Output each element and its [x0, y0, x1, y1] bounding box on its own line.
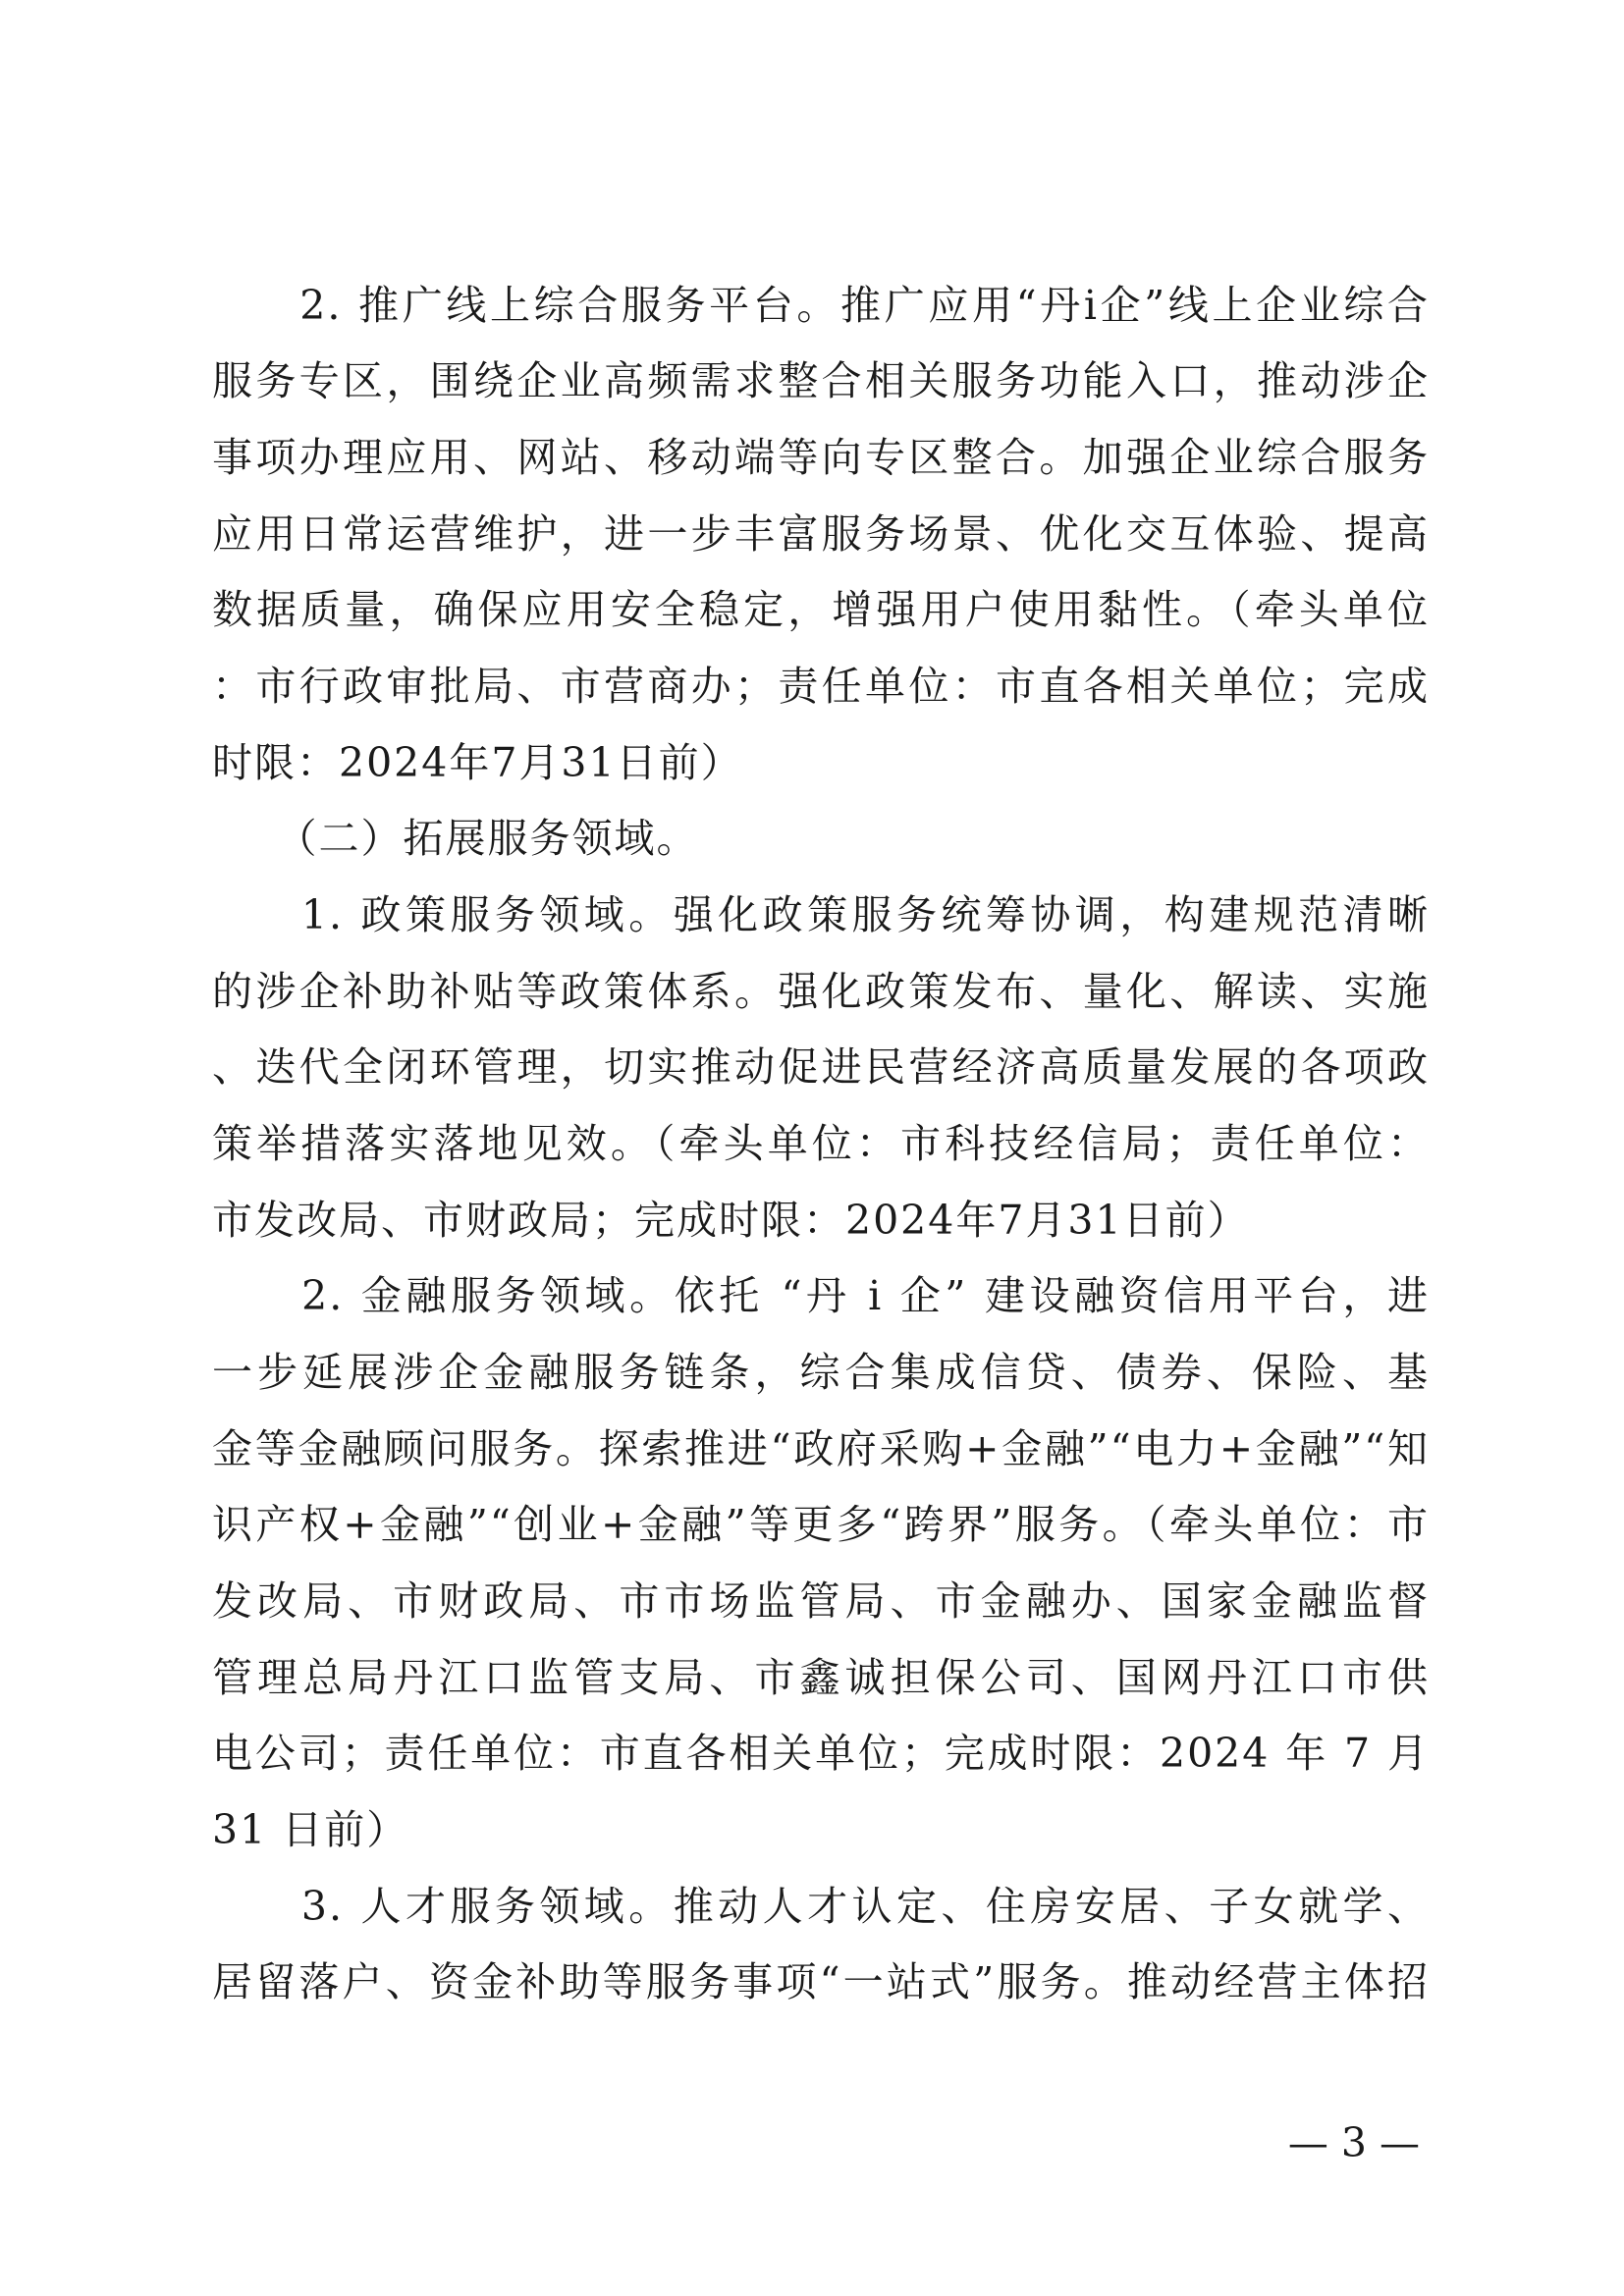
- text-line: 时限：2024年7月31日前）: [212, 739, 743, 786]
- text-line: 2. 推广线上综合服务平台。推广应用“丹i企”线上企业综合: [212, 282, 1430, 329]
- text-line: 2. 金融服务领域。依托 “丹 i 企” 建设融资信用平台，进: [212, 1272, 1430, 1319]
- page-number: — 3 —: [1287, 2119, 1420, 2166]
- text-line: 一步延展涉企金融服务链条，综合集成信贷、债券、保险、基: [212, 1349, 1430, 1396]
- text-line: 31 日前）: [212, 1806, 409, 1853]
- text-line: 、迭代全闭环管理，切实推动促进民营经济高质量发展的各项政: [212, 1043, 1430, 1091]
- text-line: 管理总局丹江口监管支局、市鑫诚担保公司、国网丹江口市供: [212, 1654, 1430, 1701]
- text-line: ：市行政审批局、市营商办；责任单位：市直各相关单位；完成: [212, 663, 1430, 710]
- text-line: 金等金融顾问服务。探索推进“政府采购+金融”“电力+金融”“知: [212, 1425, 1430, 1472]
- text-line: 居留落户、资金补助等服务事项“一站式”服务。推动经营主体招: [212, 1958, 1430, 2005]
- text-line: 市发改局、市财政局；完成时限：2024年7月31日前）: [212, 1197, 1250, 1244]
- text-line: 电公司；责任单位：市直各相关单位；完成时限：2024 年 7 月: [212, 1730, 1430, 1777]
- text-line: 应用日常运营维护，进一步丰富服务场景、优化交互体验、提高: [212, 510, 1430, 558]
- text-line: 发改局、市财政局、市市场监管局、市金融办、国家金融监督: [212, 1577, 1430, 1625]
- text-line: 识产权+金融”“创业+金融”等更多“跨界”服务。（牵头单位：市: [212, 1501, 1430, 1548]
- text-line: 1. 政策服务领域。强化政策服务统筹协调，构建规范清晰: [212, 891, 1430, 938]
- text-line: 3. 人才服务领域。推动人才认定、住房安居、子女就学、: [212, 1883, 1430, 1930]
- text-line: 策举措落实落地见效。（牵头单位：市科技经信局；责任单位：: [212, 1120, 1430, 1167]
- text-line: 的涉企补助补贴等政策体系。强化政策发布、量化、解读、实施: [212, 968, 1430, 1015]
- text-line: 事项办理应用、网站、移动端等向专区整合。加强企业综合服务: [212, 434, 1430, 481]
- section-heading: （二）拓展服务领域。: [212, 815, 699, 862]
- text-line: 服务专区，围绕企业高频需求整合相关服务功能入口，推动涉企: [212, 357, 1430, 404]
- text-line: 数据质量，确保应用安全稳定，增强用户使用黏性。（牵头单位: [212, 586, 1430, 633]
